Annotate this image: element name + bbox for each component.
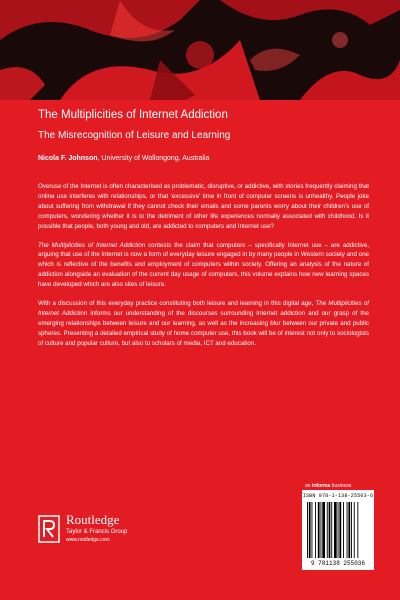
author-name: Nicola F. Johnson [38, 155, 98, 162]
cover-artwork [0, 0, 400, 100]
isbn-digits: 9 781138 255036 [310, 560, 365, 567]
barcode-graphic [307, 502, 369, 558]
informa-prefix: an [305, 483, 312, 489]
book-subtitle: The Misrecognition of Leisure and Learning [38, 130, 231, 141]
blurb-paragraph-2-text: contests the claim that computers – specifically Internet use – are addictive, arguing that use of the Internet is now a form of everyday leisure engaged in by many people in Western society and one which is reflective of the benefits and employment of computers within society. Offering an analysis of the nature of addiction alongside an evaluation of the current day usage of computers, this volume explains how new learning spaces have developed which are also sites of leisure. [38, 241, 369, 289]
blurb [38, 182, 369, 358]
informa-suffix: business [330, 483, 352, 489]
barcode-box [302, 490, 374, 570]
routledge-logo-icon [38, 515, 60, 543]
author-line [38, 155, 209, 162]
informa-brand: informa [311, 483, 331, 489]
author-affiliation: , University of Wollongong, Australia [97, 155, 210, 162]
blurb-paragraph-3 [38, 299, 369, 349]
book-title: The Multiplicities of Internet Addiction [38, 109, 228, 121]
blurb-paragraph-3-text: informs our understanding of the discourses surrounding Internet addiction and our grasp of the emerging relationships between leisure and our learning, as well as the increasing blur between our private and public spheres. Presenting a detailed empirical study of home computer use, this book will be of interest not only to sociologists of culture and popular culture, but also to scholars of media, ICT and education. [38, 309, 369, 347]
abstract-red-artwork [0, 0, 400, 100]
blurb-paragraph-2 [38, 241, 369, 291]
publisher-name: Routledge [66, 512, 120, 527]
informa-business-label [305, 483, 351, 489]
blurb-book-title: The Multiplicities of Internet Addiction [38, 300, 369, 317]
blurb-paragraph-3-start: With a discussion of this everyday practice constituting both leisure and learning in this digital age, [38, 300, 316, 308]
publisher-url: www.routledge.com [66, 537, 110, 543]
blurb-book-title: The Multiplicities of Internet Addiction [38, 241, 146, 249]
isbn-label: ISBN 978-1-138-25503-6 [302, 493, 374, 499]
publisher-group: Taylor & Francis Group [66, 529, 128, 535]
blurb-paragraph-1: Overuse of the Internet is often characterised as problematic, disruptive, or addictive, with stories frequently claiming that online use interferes with relationships, or that ‘excessive’ time in front of computer screens is unhealthy. People joke about suffering from withdrawal if they cannot check their emails and some parents worry about their children’s use of computers, wondering whether it is to the detriment of other life experiences normally associated with childhood. Is it possible that people, both young and old, are addicted to computers and Internet use? [38, 183, 369, 230]
